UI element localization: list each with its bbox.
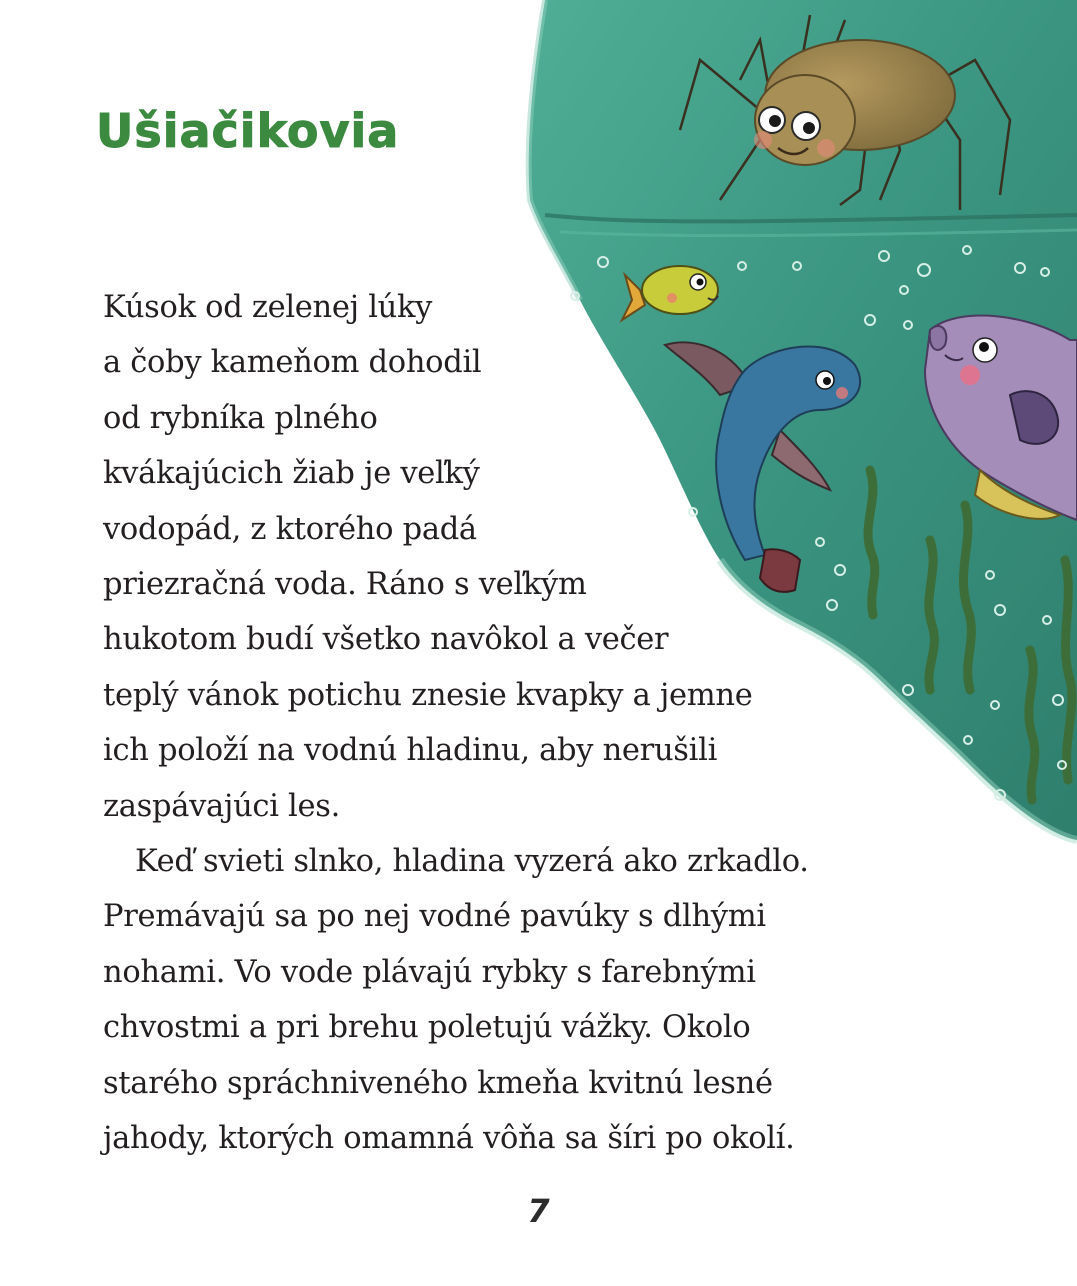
text-line: Kúsok od zelenej lúky [103,290,433,325]
text-line: od rybníka plného [103,400,378,436]
text-line: hukotom budí všetko navôkol a večer [103,622,669,658]
text-line: a čoby kameňom dohodil [103,345,482,381]
text-line: Keď svieti slnko, hladina vyzerá ako zrkadlo. [135,844,809,880]
text-line: nohami. Vo vode plávajú rybky s farebnými [103,954,756,990]
story-text [103,280,1003,1167]
text-line: jahody, ktorých omamná vôňa sa šíri po okolí. [103,1121,795,1157]
text-line: kvákajúcich žiab je veľký [103,456,480,492]
text-line: chvostmi a pri brehu poletujú vážky. Okolo [103,1010,751,1046]
text-line: ich položí na vodnú hladinu, aby nerušili [103,733,718,769]
text-line: starého spráchniveného kmeňa kvitnú lesné [103,1065,773,1101]
text-line: Premávajú sa po nej vodné pavúky s dlhými [103,899,766,935]
text-line: vodopád, z ktorého padá [103,511,477,547]
text-line: priezračná voda. Ráno s veľkým [103,567,587,603]
story-title: Ušiačikovia [96,104,400,158]
page-number: 7 [527,1192,550,1230]
text-line: zaspávajúci les. [103,788,341,824]
text-line: teplý vánok potichu znesie kvapky a jemne [103,677,753,713]
